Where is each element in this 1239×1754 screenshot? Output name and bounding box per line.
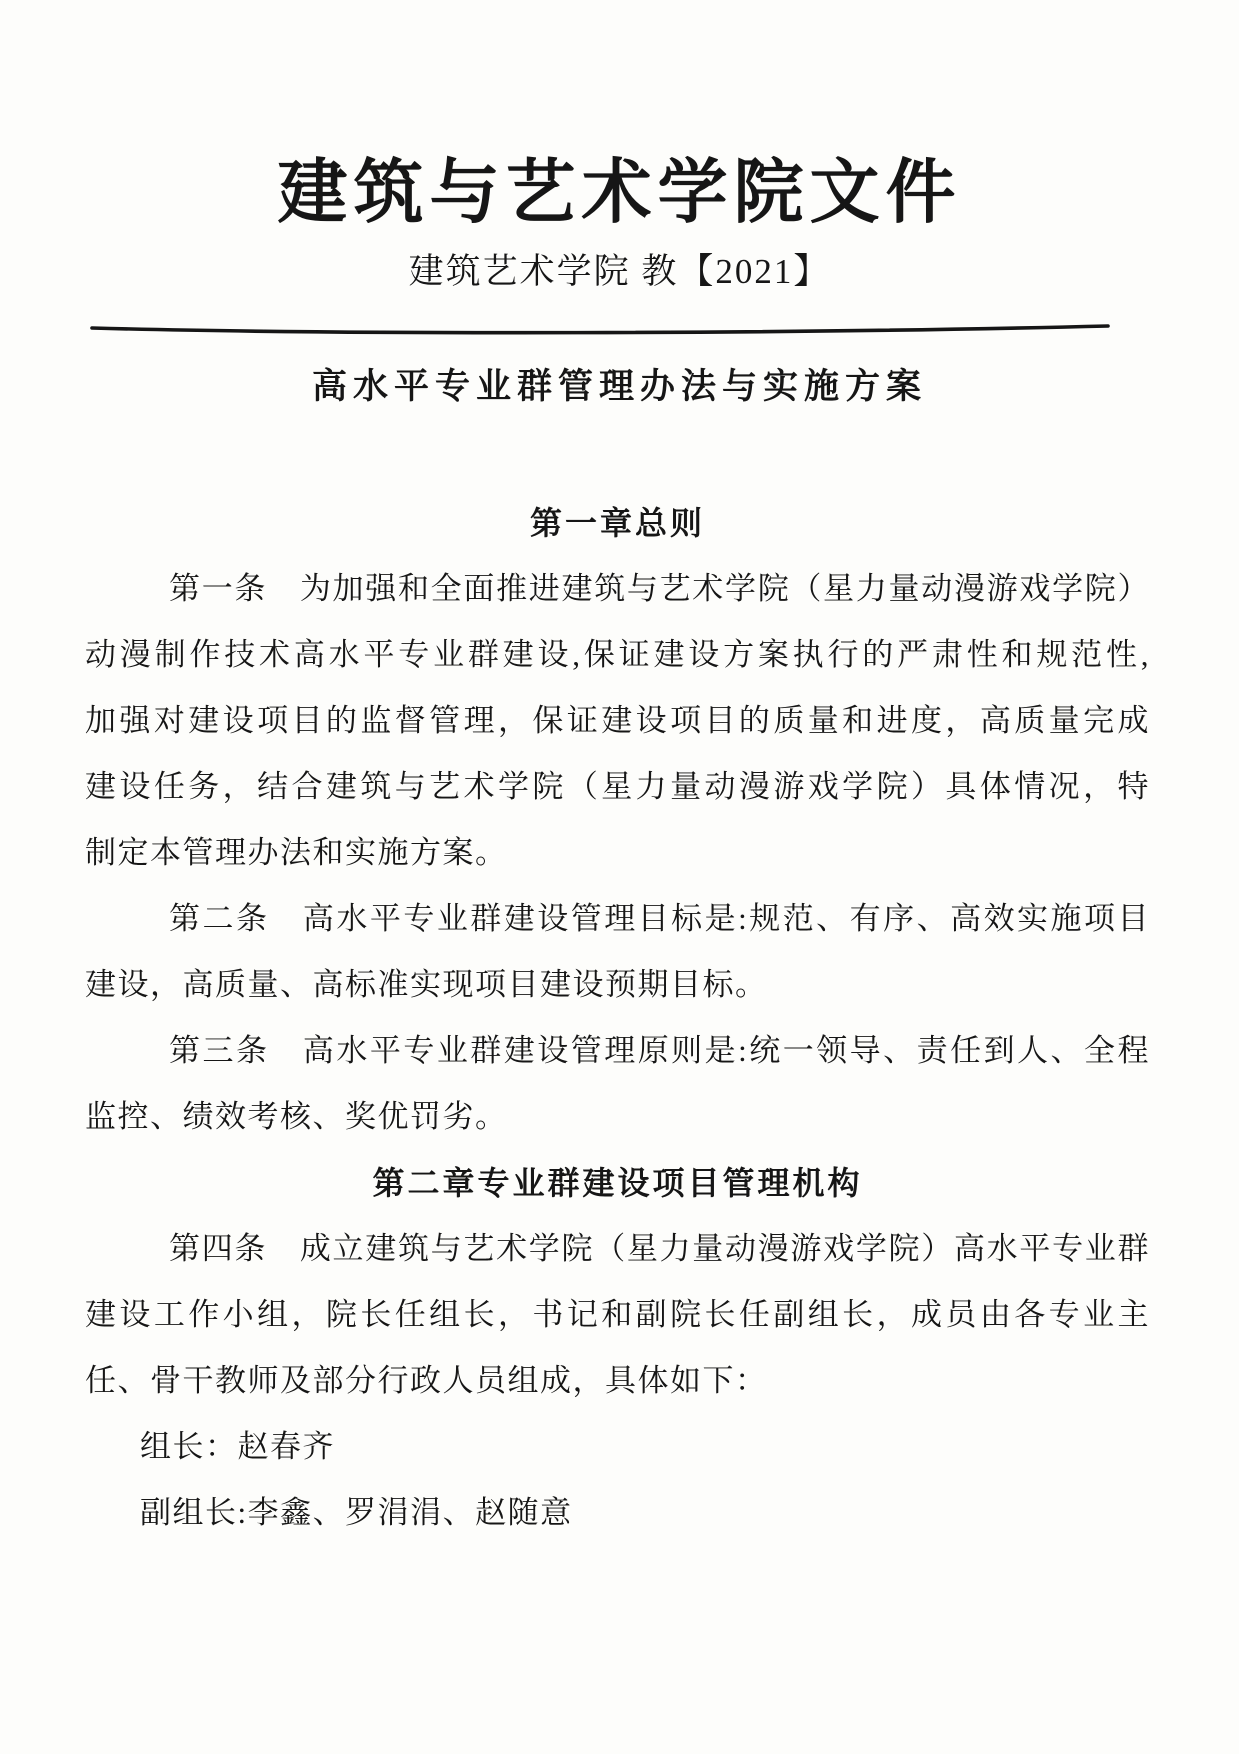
document-body (85, 490, 1150, 1546)
body-line: 建设，高质量、高标准实现项目建设预期目标。 (85, 967, 768, 1002)
body-line: 组长：赵春齐 (140, 1429, 335, 1464)
body-line: 监控、绩效考核、奖优罚劣。 (85, 1099, 508, 1134)
chapter-heading: 第一章总则 (529, 505, 705, 541)
body-line: 动漫制作技术高水平专业群建设,保证建设方案执行的严肃性和规范性, (85, 637, 1150, 672)
body-line: 任、骨干教师及部分行政人员组成，具体如下： (85, 1363, 768, 1398)
body-line: 建设任务，结合建筑与艺术学院（星力量动漫游戏学院）具体情况，特 (85, 769, 1150, 804)
body-line: 制定本管理办法和实施方案。 (85, 835, 508, 870)
divider-line (90, 324, 1110, 338)
document-number: 建筑艺术学院 教【2021】 (408, 252, 831, 291)
body-line: 第一条 为加强和全面推进建筑与艺术学院（星力量动漫游戏学院） (169, 571, 1150, 606)
body-line: 第三条 高水平专业群建设管理原则是:统一领导、责任到人、全程 (169, 1033, 1150, 1068)
body-line: 第四条 成立建筑与艺术学院（星力量动漫游戏学院）高水平专业群 (169, 1231, 1150, 1266)
body-line: 副组长:李鑫、罗涓涓、赵随意 (140, 1495, 573, 1530)
chapter-heading: 第二章专业群建设项目管理机构 (372, 1165, 863, 1201)
document-banner-title: 建筑与艺术学院文件 (277, 155, 962, 232)
document-title: 高水平专业群管理办法与实施方案 (311, 367, 927, 406)
body-line: 加强对建设项目的监督管理，保证建设项目的质量和进度，高质量完成 (85, 703, 1150, 738)
body-line: 建设工作小组，院长任组长，书记和副院长任副组长，成员由各专业主 (85, 1297, 1150, 1332)
body-line: 第二条 高水平专业群建设管理目标是:规范、有序、高效实施项目 (169, 901, 1150, 936)
